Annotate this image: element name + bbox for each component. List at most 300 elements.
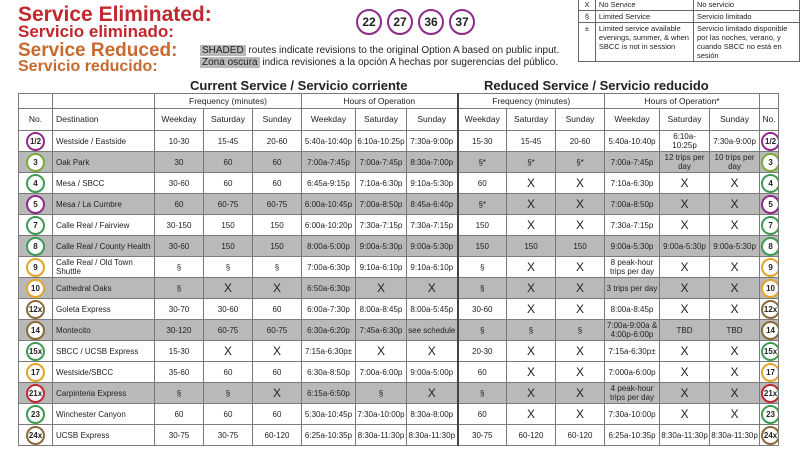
- red-hours-saturday: X: [660, 341, 710, 362]
- eliminated-route-badge: 22: [356, 9, 382, 35]
- cur-freq-saturday: §: [204, 257, 253, 278]
- legend-row: [579, 23, 800, 62]
- cur-hours-saturday: 9:10a-6:10p: [356, 257, 407, 278]
- red-hours-weekday: 7:10a-6:30p: [605, 173, 660, 194]
- cur-hours-weekday: 6:00a-7:30p: [302, 299, 356, 320]
- red-freq-sunday: X: [556, 404, 605, 425]
- route-badge: 9: [761, 258, 779, 277]
- table-row: [19, 194, 779, 215]
- route-badge: 24x: [26, 426, 45, 445]
- service-eliminated-title: Service Eliminated:: [18, 3, 212, 26]
- cur-freq-sunday: 20-60: [253, 131, 302, 152]
- col-cur-freq-saturday: Saturday: [204, 109, 253, 131]
- shaded-note-en-text: routes indicate revisions to the original Option A based on public input.: [245, 45, 560, 56]
- red-hours-weekday: 7:000a-6:00p: [605, 362, 660, 383]
- red-freq-saturday: X: [507, 383, 556, 404]
- red-hours-sunday: TBD: [710, 320, 760, 341]
- red-freq-saturday: X: [507, 257, 556, 278]
- shaded-word: SHADED: [202, 45, 244, 56]
- cur-freq-saturday: 60-75: [204, 194, 253, 215]
- legend-en: Limited service available evenings, summer, & when SBCC is not in session: [595, 23, 693, 62]
- destination-cell: Winchester Canyon: [53, 404, 155, 425]
- red-hours-sunday: X: [710, 173, 760, 194]
- red-hours-sunday: X: [710, 362, 760, 383]
- route-badge: 15x: [761, 342, 779, 361]
- route-number-cell: [760, 278, 779, 299]
- current-frequency-header: Frequency (minutes): [155, 94, 302, 109]
- cur-hours-saturday: 7:30a-7:15p: [356, 215, 407, 236]
- red-freq-saturday: 150: [507, 236, 556, 257]
- cur-hours-sunday: 9:10a-5:30p: [407, 173, 458, 194]
- col-cur-hours-saturday: Saturday: [356, 109, 407, 131]
- cur-freq-weekday: §: [155, 257, 204, 278]
- table-row: [19, 362, 779, 383]
- route-badge: 15x: [26, 342, 45, 361]
- red-hours-sunday: X: [710, 404, 760, 425]
- destination-cell: UCSB Express: [53, 425, 155, 446]
- shaded-note-en: [200, 45, 559, 56]
- red-freq-sunday: X: [556, 341, 605, 362]
- red-hours-weekday: 5:40a-10:40p: [605, 131, 660, 152]
- red-freq-sunday: 20-60: [556, 131, 605, 152]
- red-hours-saturday: X: [660, 362, 710, 383]
- col-red-freq-sunday: Sunday: [556, 109, 605, 131]
- eliminated-routes: [356, 9, 475, 35]
- red-freq-sunday: X: [556, 257, 605, 278]
- cur-freq-sunday: 60: [253, 299, 302, 320]
- cur-freq-sunday: X: [253, 383, 302, 404]
- cur-hours-saturday: 7:00a-6:00p: [356, 362, 407, 383]
- cur-hours-weekday: 5:30a-10:45p: [302, 404, 356, 425]
- col-no-right: No.: [760, 109, 779, 131]
- cur-hours-saturday: X: [356, 341, 407, 362]
- route-badge: 5: [26, 195, 45, 214]
- cur-hours-weekday: 7:00a-7:45p: [302, 152, 356, 173]
- destination-cell: Goleta Express: [53, 299, 155, 320]
- legend-symbol: ±: [579, 23, 596, 62]
- red-hours-sunday: X: [710, 341, 760, 362]
- cur-freq-sunday: 60: [253, 362, 302, 383]
- destination-cell: Calle Real / County Health: [53, 236, 155, 257]
- cur-freq-saturday: 30-60: [204, 299, 253, 320]
- cur-hours-saturday: X: [356, 278, 407, 299]
- route-badge: 1/2: [26, 132, 45, 151]
- route-badge: 9: [26, 258, 45, 277]
- cur-hours-sunday: 9:10a-6:10p: [407, 257, 458, 278]
- route-number-cell: [760, 320, 779, 341]
- route-badge: 17: [26, 363, 45, 382]
- table-row: [19, 425, 779, 446]
- route-badge: 14: [761, 321, 779, 340]
- legend-es: Servicio limitado: [694, 11, 800, 23]
- cur-freq-sunday: 60-120: [253, 425, 302, 446]
- red-hours-sunday: X: [710, 278, 760, 299]
- legend-en: Limited Service: [595, 11, 693, 23]
- cur-hours-sunday: 8:30a-7:00p: [407, 152, 458, 173]
- destination-cell: Calle Real / Old Town Shuttle: [53, 257, 155, 278]
- eliminated-route-badge: 37: [449, 9, 475, 35]
- route-number-cell: [19, 131, 53, 152]
- red-hours-sunday: X: [710, 194, 760, 215]
- reduced-service-heading: Reduced Service / Servicio reducido: [484, 78, 709, 93]
- legend-row: [579, 0, 800, 11]
- cur-freq-sunday: X: [253, 341, 302, 362]
- red-freq-weekday: 60: [458, 362, 507, 383]
- red-hours-sunday: 10 trips per day: [710, 152, 760, 173]
- route-badge: 1/2: [761, 132, 779, 151]
- red-freq-sunday: X: [556, 362, 605, 383]
- route-number-cell: [19, 215, 53, 236]
- col-no: No.: [19, 109, 53, 131]
- cur-freq-saturday: 150: [204, 236, 253, 257]
- red-freq-saturday: §: [507, 320, 556, 341]
- red-freq-weekday: 60: [458, 173, 507, 194]
- red-freq-weekday: 15-30: [458, 131, 507, 152]
- route-badge: 8: [26, 237, 45, 256]
- current-service-heading: Current Service / Servicio corriente: [190, 78, 408, 93]
- reduced-hours-header: Hours of Operation*: [605, 94, 760, 109]
- cur-hours-sunday: 7:30a-9:00p: [407, 131, 458, 152]
- route-badge: 3: [26, 153, 45, 172]
- cur-hours-sunday: X: [407, 383, 458, 404]
- route-number-cell: [760, 215, 779, 236]
- destination-cell: Mesa / La Cumbre: [53, 194, 155, 215]
- table-row: [19, 278, 779, 299]
- route-number-cell: [19, 404, 53, 425]
- cur-hours-weekday: 6:50a-6:30p: [302, 278, 356, 299]
- red-freq-saturday: 15-45: [507, 131, 556, 152]
- red-hours-saturday: 12 trips per day: [660, 152, 710, 173]
- route-number-cell: [19, 425, 53, 446]
- red-freq-sunday: X: [556, 173, 605, 194]
- col-cur-hours-weekday: Weekday: [302, 109, 356, 131]
- cur-freq-weekday: 60: [155, 194, 204, 215]
- red-freq-weekday: §: [458, 278, 507, 299]
- destination-cell: Carpinteria Express: [53, 383, 155, 404]
- cur-freq-weekday: 30-120: [155, 320, 204, 341]
- cur-hours-saturday: 7:00a-7:45p: [356, 152, 407, 173]
- red-hours-sunday: X: [710, 299, 760, 320]
- cur-freq-weekday: 60: [155, 404, 204, 425]
- route-badge: 7: [761, 216, 779, 235]
- red-freq-saturday: X: [507, 362, 556, 383]
- cur-freq-sunday: 60: [253, 152, 302, 173]
- red-hours-saturday: X: [660, 383, 710, 404]
- cur-hours-weekday: 8:00a-5:00p: [302, 236, 356, 257]
- red-hours-sunday: X: [710, 257, 760, 278]
- cur-hours-saturday: 8:00a-8:45p: [356, 299, 407, 320]
- red-freq-sunday: 60-120: [556, 425, 605, 446]
- red-freq-sunday: X: [556, 299, 605, 320]
- cur-hours-saturday: 7:10a-6:30p: [356, 173, 407, 194]
- route-number-cell: [19, 362, 53, 383]
- current-hours-header: Hours of Operation: [302, 94, 458, 109]
- no-spacer-right: [760, 94, 779, 109]
- route-badge: 4: [761, 174, 779, 193]
- cur-freq-saturday: 60: [204, 152, 253, 173]
- legend-en: No Service: [595, 0, 693, 11]
- table-row: [19, 131, 779, 152]
- cur-hours-saturday: 9:00a-5:30p: [356, 236, 407, 257]
- red-hours-saturday: TBD: [660, 320, 710, 341]
- col-red-hours-weekday: Weekday: [605, 109, 660, 131]
- destination-cell: Cathedral Oaks: [53, 278, 155, 299]
- route-badge: 24x: [761, 426, 779, 445]
- red-freq-sunday: §: [556, 320, 605, 341]
- cur-freq-weekday: 35-60: [155, 362, 204, 383]
- route-number-cell: [19, 278, 53, 299]
- cur-hours-sunday: 9:00a-5:00p: [407, 362, 458, 383]
- cur-freq-saturday: X: [204, 341, 253, 362]
- cur-freq-saturday: §: [204, 383, 253, 404]
- cur-hours-weekday: 7:15a-6:30p±: [302, 341, 356, 362]
- cur-hours-saturday: 8:30a-11:30p: [356, 425, 407, 446]
- cur-hours-saturday: 7:30a-10:00p: [356, 404, 407, 425]
- legend-row: [579, 11, 800, 23]
- cur-hours-weekday: 5:40a-10:40p: [302, 131, 356, 152]
- cur-hours-sunday: 8:30a-11:30p: [407, 425, 458, 446]
- cur-freq-weekday: 30: [155, 152, 204, 173]
- red-hours-sunday: 7:30a-9:00p: [710, 131, 760, 152]
- route-badge: 8: [761, 237, 779, 256]
- red-hours-weekday: 3 trips per day: [605, 278, 660, 299]
- schedule-body: [19, 131, 779, 446]
- route-badge: 3: [761, 153, 779, 172]
- cur-freq-weekday: 30-70: [155, 299, 204, 320]
- cur-hours-saturday: §: [356, 383, 407, 404]
- red-freq-sunday: 150: [556, 236, 605, 257]
- route-badge: 23: [761, 405, 779, 424]
- cur-freq-weekday: 30-150: [155, 215, 204, 236]
- route-number-cell: [760, 194, 779, 215]
- table-row: [19, 404, 779, 425]
- servicio-reducido-title: Servicio reducido:: [18, 58, 158, 75]
- legend-table: [578, 0, 800, 62]
- cur-hours-saturday: 7:00a-8:50p: [356, 194, 407, 215]
- cur-hours-sunday: X: [407, 278, 458, 299]
- red-hours-weekday: 8:00a-8:45p: [605, 299, 660, 320]
- cur-freq-saturday: 60: [204, 173, 253, 194]
- red-freq-weekday: §: [458, 257, 507, 278]
- route-number-cell: [760, 341, 779, 362]
- table-row: [19, 236, 779, 257]
- cur-hours-sunday: 9:00a-5:30p: [407, 236, 458, 257]
- col-destination: Destination: [53, 109, 155, 131]
- col-cur-hours-sunday: Sunday: [407, 109, 458, 131]
- cur-hours-weekday: 6:30a-8:50p: [302, 362, 356, 383]
- red-freq-sunday: X: [556, 278, 605, 299]
- red-hours-sunday: X: [710, 383, 760, 404]
- route-number-cell: [19, 320, 53, 341]
- route-number-cell: [760, 131, 779, 152]
- col-red-hours-saturday: Saturday: [660, 109, 710, 131]
- red-freq-saturday: X: [507, 215, 556, 236]
- route-badge: 23: [26, 405, 45, 424]
- cur-freq-saturday: 30-75: [204, 425, 253, 446]
- schedule-table: [18, 93, 779, 446]
- table-row: [19, 299, 779, 320]
- red-hours-sunday: 9:00a-5:30p: [710, 236, 760, 257]
- route-number-cell: [760, 173, 779, 194]
- table-row: [19, 215, 779, 236]
- cur-freq-saturday: 60-75: [204, 320, 253, 341]
- cur-hours-sunday: see schedule: [407, 320, 458, 341]
- legend-es: Servicio limitado disponible por las noches, verano, y cuando SBCC no está en sesión: [694, 23, 800, 62]
- red-hours-sunday: 8:30a-11:30p: [710, 425, 760, 446]
- route-badge: 4: [26, 174, 45, 193]
- route-badge: 21x: [761, 384, 779, 403]
- cur-freq-saturday: X: [204, 278, 253, 299]
- route-badge: 21x: [26, 384, 45, 403]
- red-freq-weekday: §: [458, 383, 507, 404]
- cur-hours-saturday: 6:10a-10:25p: [356, 131, 407, 152]
- col-red-freq-saturday: Saturday: [507, 109, 556, 131]
- legend-symbol: X: [579, 0, 596, 11]
- red-freq-weekday: §: [458, 320, 507, 341]
- cur-hours-sunday: 8:45a-6:40p: [407, 194, 458, 215]
- destination-cell: Montecito: [53, 320, 155, 341]
- route-number-cell: [760, 404, 779, 425]
- red-freq-saturday: X: [507, 194, 556, 215]
- cur-hours-weekday: 6:15a-6:50p: [302, 383, 356, 404]
- red-freq-weekday: §*: [458, 194, 507, 215]
- red-freq-saturday: X: [507, 341, 556, 362]
- col-red-freq-weekday: Weekday: [458, 109, 507, 131]
- route-number-cell: [760, 257, 779, 278]
- red-hours-weekday: 7:00a-9:00a & 4:00p-6:00p: [605, 320, 660, 341]
- red-freq-sunday: X: [556, 215, 605, 236]
- red-freq-saturday: X: [507, 173, 556, 194]
- table-row: [19, 173, 779, 194]
- table-row: [19, 383, 779, 404]
- route-number-cell: [760, 299, 779, 320]
- cur-hours-weekday: 6:30a-6:20p: [302, 320, 356, 341]
- red-hours-weekday: 8 peak-hour trips per day: [605, 257, 660, 278]
- col-cur-freq-weekday: Weekday: [155, 109, 204, 131]
- red-hours-weekday: 7:00a-7:45p: [605, 152, 660, 173]
- route-number-cell: [760, 383, 779, 404]
- red-hours-weekday: 4 peak-hour trips per day: [605, 383, 660, 404]
- table-row: [19, 152, 779, 173]
- cur-freq-sunday: 60-75: [253, 194, 302, 215]
- table-row: [19, 341, 779, 362]
- red-freq-weekday: 60: [458, 404, 507, 425]
- route-number-cell: [19, 194, 53, 215]
- cur-freq-weekday: §: [155, 383, 204, 404]
- destination-cell: SBCC / UCSB Express: [53, 341, 155, 362]
- cur-freq-weekday: 15-30: [155, 341, 204, 362]
- route-badge: 10: [761, 279, 779, 298]
- cur-hours-sunday: 7:30a-7:15p: [407, 215, 458, 236]
- route-badge: 17: [761, 363, 779, 382]
- shaded-note-es-text: indica revisiones a la opción A hechas por sugerencias del público.: [259, 57, 559, 68]
- cur-hours-sunday: 8:00a-5:45p: [407, 299, 458, 320]
- red-hours-weekday: 7:30a-10:00p: [605, 404, 660, 425]
- red-hours-saturday: 9:00a-5:30p: [660, 236, 710, 257]
- route-badge: 12x: [26, 300, 45, 319]
- red-hours-saturday: X: [660, 278, 710, 299]
- red-hours-saturday: X: [660, 173, 710, 194]
- destination-cell: Westside / Eastside: [53, 131, 155, 152]
- cur-hours-weekday: 6:00a-10:20p: [302, 215, 356, 236]
- cur-hours-sunday: X: [407, 341, 458, 362]
- red-freq-saturday: X: [507, 404, 556, 425]
- shaded-note-es: [200, 57, 558, 68]
- red-hours-saturday: X: [660, 257, 710, 278]
- cur-freq-saturday: 150: [204, 215, 253, 236]
- reduced-frequency-header: Frequency (minutes): [458, 94, 605, 109]
- dest-spacer: [53, 94, 155, 109]
- red-hours-weekday: 9:00a-5:30p: [605, 236, 660, 257]
- destination-cell: Oak Park: [53, 152, 155, 173]
- route-number-cell: [760, 152, 779, 173]
- table-row: [19, 257, 779, 278]
- red-freq-saturday: §*: [507, 152, 556, 173]
- red-hours-weekday: 6:25a-10:35p: [605, 425, 660, 446]
- route-number-cell: [19, 341, 53, 362]
- red-hours-saturday: X: [660, 215, 710, 236]
- route-number-cell: [760, 362, 779, 383]
- route-badge: 10: [26, 279, 45, 298]
- red-hours-saturday: 6:10a-10:25p: [660, 131, 710, 152]
- route-number-cell: [760, 425, 779, 446]
- cur-freq-sunday: X: [253, 278, 302, 299]
- route-number-cell: [19, 152, 53, 173]
- red-freq-weekday: §*: [458, 152, 507, 173]
- cur-freq-sunday: 150: [253, 236, 302, 257]
- cur-hours-saturday: 7:45a-6:30p: [356, 320, 407, 341]
- route-badge: 12x: [761, 300, 779, 319]
- red-hours-saturday: X: [660, 404, 710, 425]
- destination-cell: Westside/SBCC: [53, 362, 155, 383]
- red-freq-saturday: X: [507, 299, 556, 320]
- no-spacer: [19, 94, 53, 109]
- cur-freq-weekday: 30-60: [155, 173, 204, 194]
- red-hours-saturday: X: [660, 194, 710, 215]
- red-freq-saturday: 60-120: [507, 425, 556, 446]
- col-cur-freq-sunday: Sunday: [253, 109, 302, 131]
- destination-cell: Mesa / SBCC: [53, 173, 155, 194]
- red-hours-weekday: 7:30a-7:15p: [605, 215, 660, 236]
- route-badge: 5: [761, 195, 779, 214]
- legend-symbol: §: [579, 11, 596, 23]
- cur-freq-sunday: 60-75: [253, 320, 302, 341]
- red-freq-weekday: 30-60: [458, 299, 507, 320]
- red-freq-weekday: 150: [458, 215, 507, 236]
- red-freq-saturday: X: [507, 278, 556, 299]
- cur-hours-weekday: 6:00a-10:45p: [302, 194, 356, 215]
- route-number-cell: [19, 173, 53, 194]
- cur-freq-weekday: 30-60: [155, 236, 204, 257]
- red-freq-sunday: X: [556, 194, 605, 215]
- cur-hours-weekday: 6:45a-9:15p: [302, 173, 356, 194]
- shaded-word-es: Zona oscura: [202, 57, 258, 68]
- cur-freq-sunday: §: [253, 257, 302, 278]
- red-hours-weekday: 7:15a-6:30p±: [605, 341, 660, 362]
- red-freq-sunday: X: [556, 383, 605, 404]
- cur-freq-weekday: 10-30: [155, 131, 204, 152]
- cur-hours-sunday: 8:30a-8:00p: [407, 404, 458, 425]
- col-red-hours-sunday: Sunday: [710, 109, 760, 131]
- cur-freq-saturday: 60: [204, 404, 253, 425]
- red-hours-saturday: 8:30a-11:30p: [660, 425, 710, 446]
- red-freq-weekday: 150: [458, 236, 507, 257]
- route-number-cell: [19, 257, 53, 278]
- red-freq-weekday: 30-75: [458, 425, 507, 446]
- cur-freq-saturday: 60: [204, 362, 253, 383]
- red-hours-sunday: X: [710, 215, 760, 236]
- cur-freq-saturday: 15-45: [204, 131, 253, 152]
